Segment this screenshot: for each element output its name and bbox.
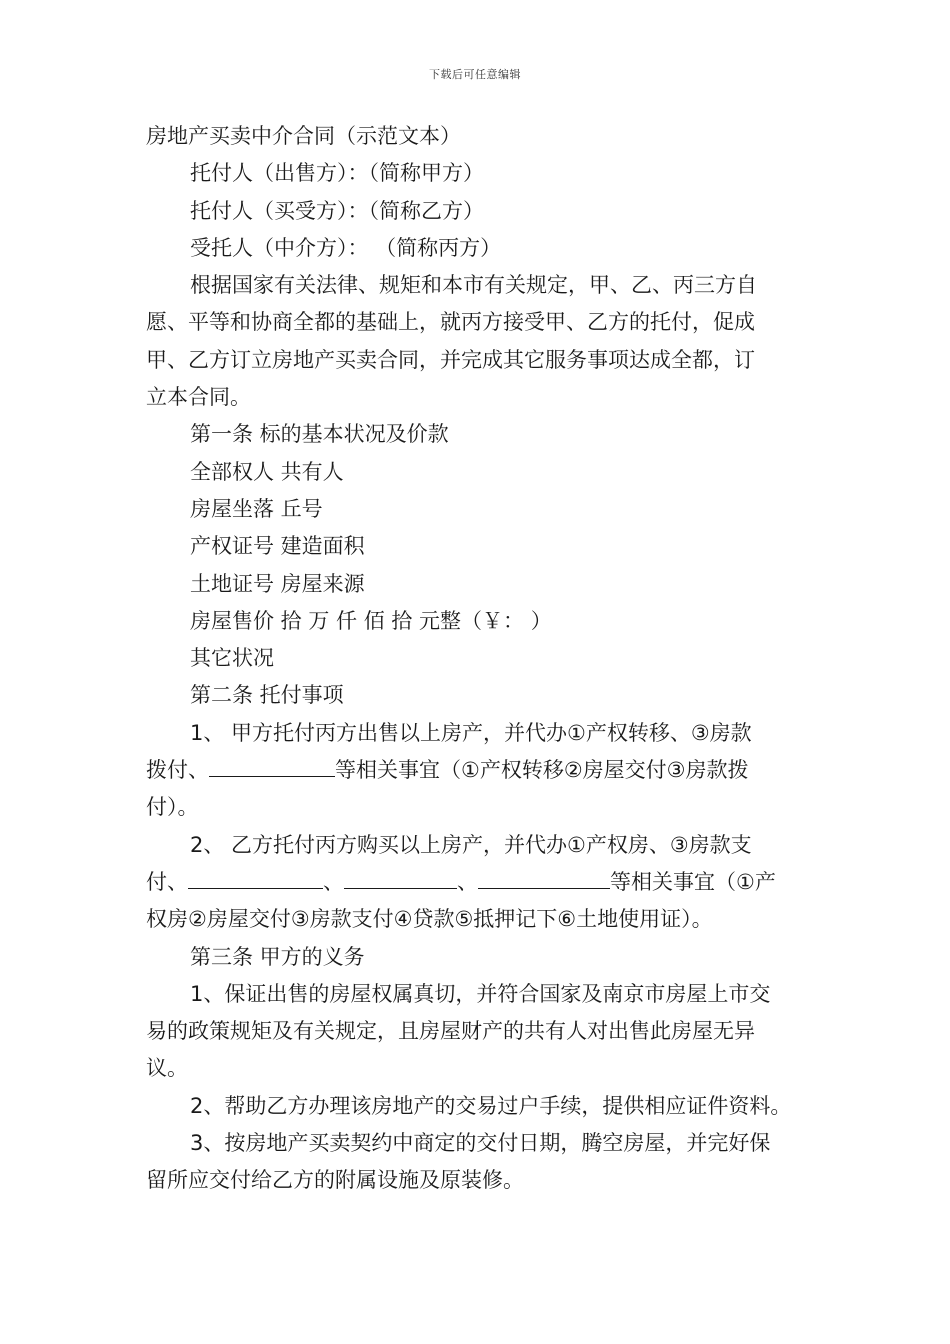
item-2-suffix: 等相关事宜（①产: [610, 869, 776, 894]
article-3-item-1-line-3: 议。: [146, 1056, 188, 1081]
item-1-prefix: 拨付、: [146, 758, 209, 783]
contract-body: [146, 118, 814, 1200]
article-1-land: 土地证号 房屋来源: [190, 571, 365, 596]
article-1-heading: 第一条 标的基本状况及价款: [190, 422, 449, 447]
article-3-item-3-line-2: 留所应交付给乙方的附属设施及原装修。: [146, 1168, 524, 1193]
fill-in-blank[interactable]: [344, 866, 457, 889]
article-1-other: 其它状况: [190, 646, 274, 671]
item-2-separator: 、: [323, 869, 344, 894]
party-a-line: 托付人（出售方）：（简称甲方）: [190, 161, 484, 186]
fill-in-blank[interactable]: [188, 866, 323, 889]
article-2-item-1-line-1: 1、 甲方托付丙方出售以上房产，并代办①产权转移、③房款: [190, 720, 752, 745]
article-2-item-2-line-3: 权房②房屋交付③房款支付④贷款⑤抵押记下⑥土地使用证）。: [146, 907, 713, 932]
article-1-cert: 产权证号 建造面积: [190, 534, 365, 559]
article-2-item-2-line-2: [146, 864, 814, 901]
article-2-item-1-line-2: [146, 752, 814, 789]
fill-in-blank[interactable]: [478, 866, 610, 889]
preamble-line-1: 根据国家有关法律、规矩和本市有关规定，甲、乙、丙三方自: [190, 273, 757, 298]
article-2-item-2-line-1: 2、 乙方托付丙方购买以上房产，并代办①产权房、③房款支: [190, 832, 752, 857]
article-3-item-3-line-1: 3、按房地产买卖契约中商定的交付日期，腾空房屋，并完好保: [190, 1131, 771, 1156]
article-3-item-1-line-2: 易的政策规矩及有关规定，且房屋财产的共有人对出售此房屋无异: [146, 1019, 755, 1044]
preamble-line-3: 甲、乙方订立房地产买卖合同，并完成其它服务事项达成全都，订: [146, 347, 755, 372]
article-2-item-1-line-3: 付）。: [146, 795, 199, 820]
article-1-location: 房屋坐落 丘号: [190, 496, 323, 521]
item-2-prefix: 付、: [146, 869, 188, 894]
item-2-separator: 、: [457, 869, 478, 894]
preamble-line-4: 立本合同。: [146, 385, 251, 410]
fill-in-blank[interactable]: [209, 754, 335, 777]
contract-title: 房地产买卖中介合同（示范文本）: [146, 124, 461, 148]
article-2-heading: 第二条 托付事项: [190, 683, 344, 708]
article-1-price: 房屋售价 拾 万 仟 佰 拾 元整（￥： ）: [190, 608, 552, 633]
party-b-line: 托付人（买受方）：（简称乙方）: [190, 198, 484, 223]
article-3-heading: 第三条 甲方的义务: [190, 944, 365, 969]
page-header-note: 下载后可任意编辑: [429, 68, 521, 81]
item-1-suffix: 等相关事宜（①产权转移②房屋交付③房款拨: [335, 758, 749, 783]
article-3-item-2: 2、帮助乙方办理该房地产的交易过户手续，提供相应证件资料。: [190, 1093, 792, 1118]
preamble-line-2: 愿、平等和协商全都的基础上，就丙方接受甲、乙方的托付，促成: [146, 310, 755, 335]
article-1-owner: 全部权人 共有人: [190, 459, 344, 484]
party-c-line: 受托人（中介方）： （简称丙方）: [190, 235, 502, 260]
article-3-item-1-line-1: 1、保证出售的房屋权属真切，并符合国家及南京市房屋上市交: [190, 981, 771, 1006]
